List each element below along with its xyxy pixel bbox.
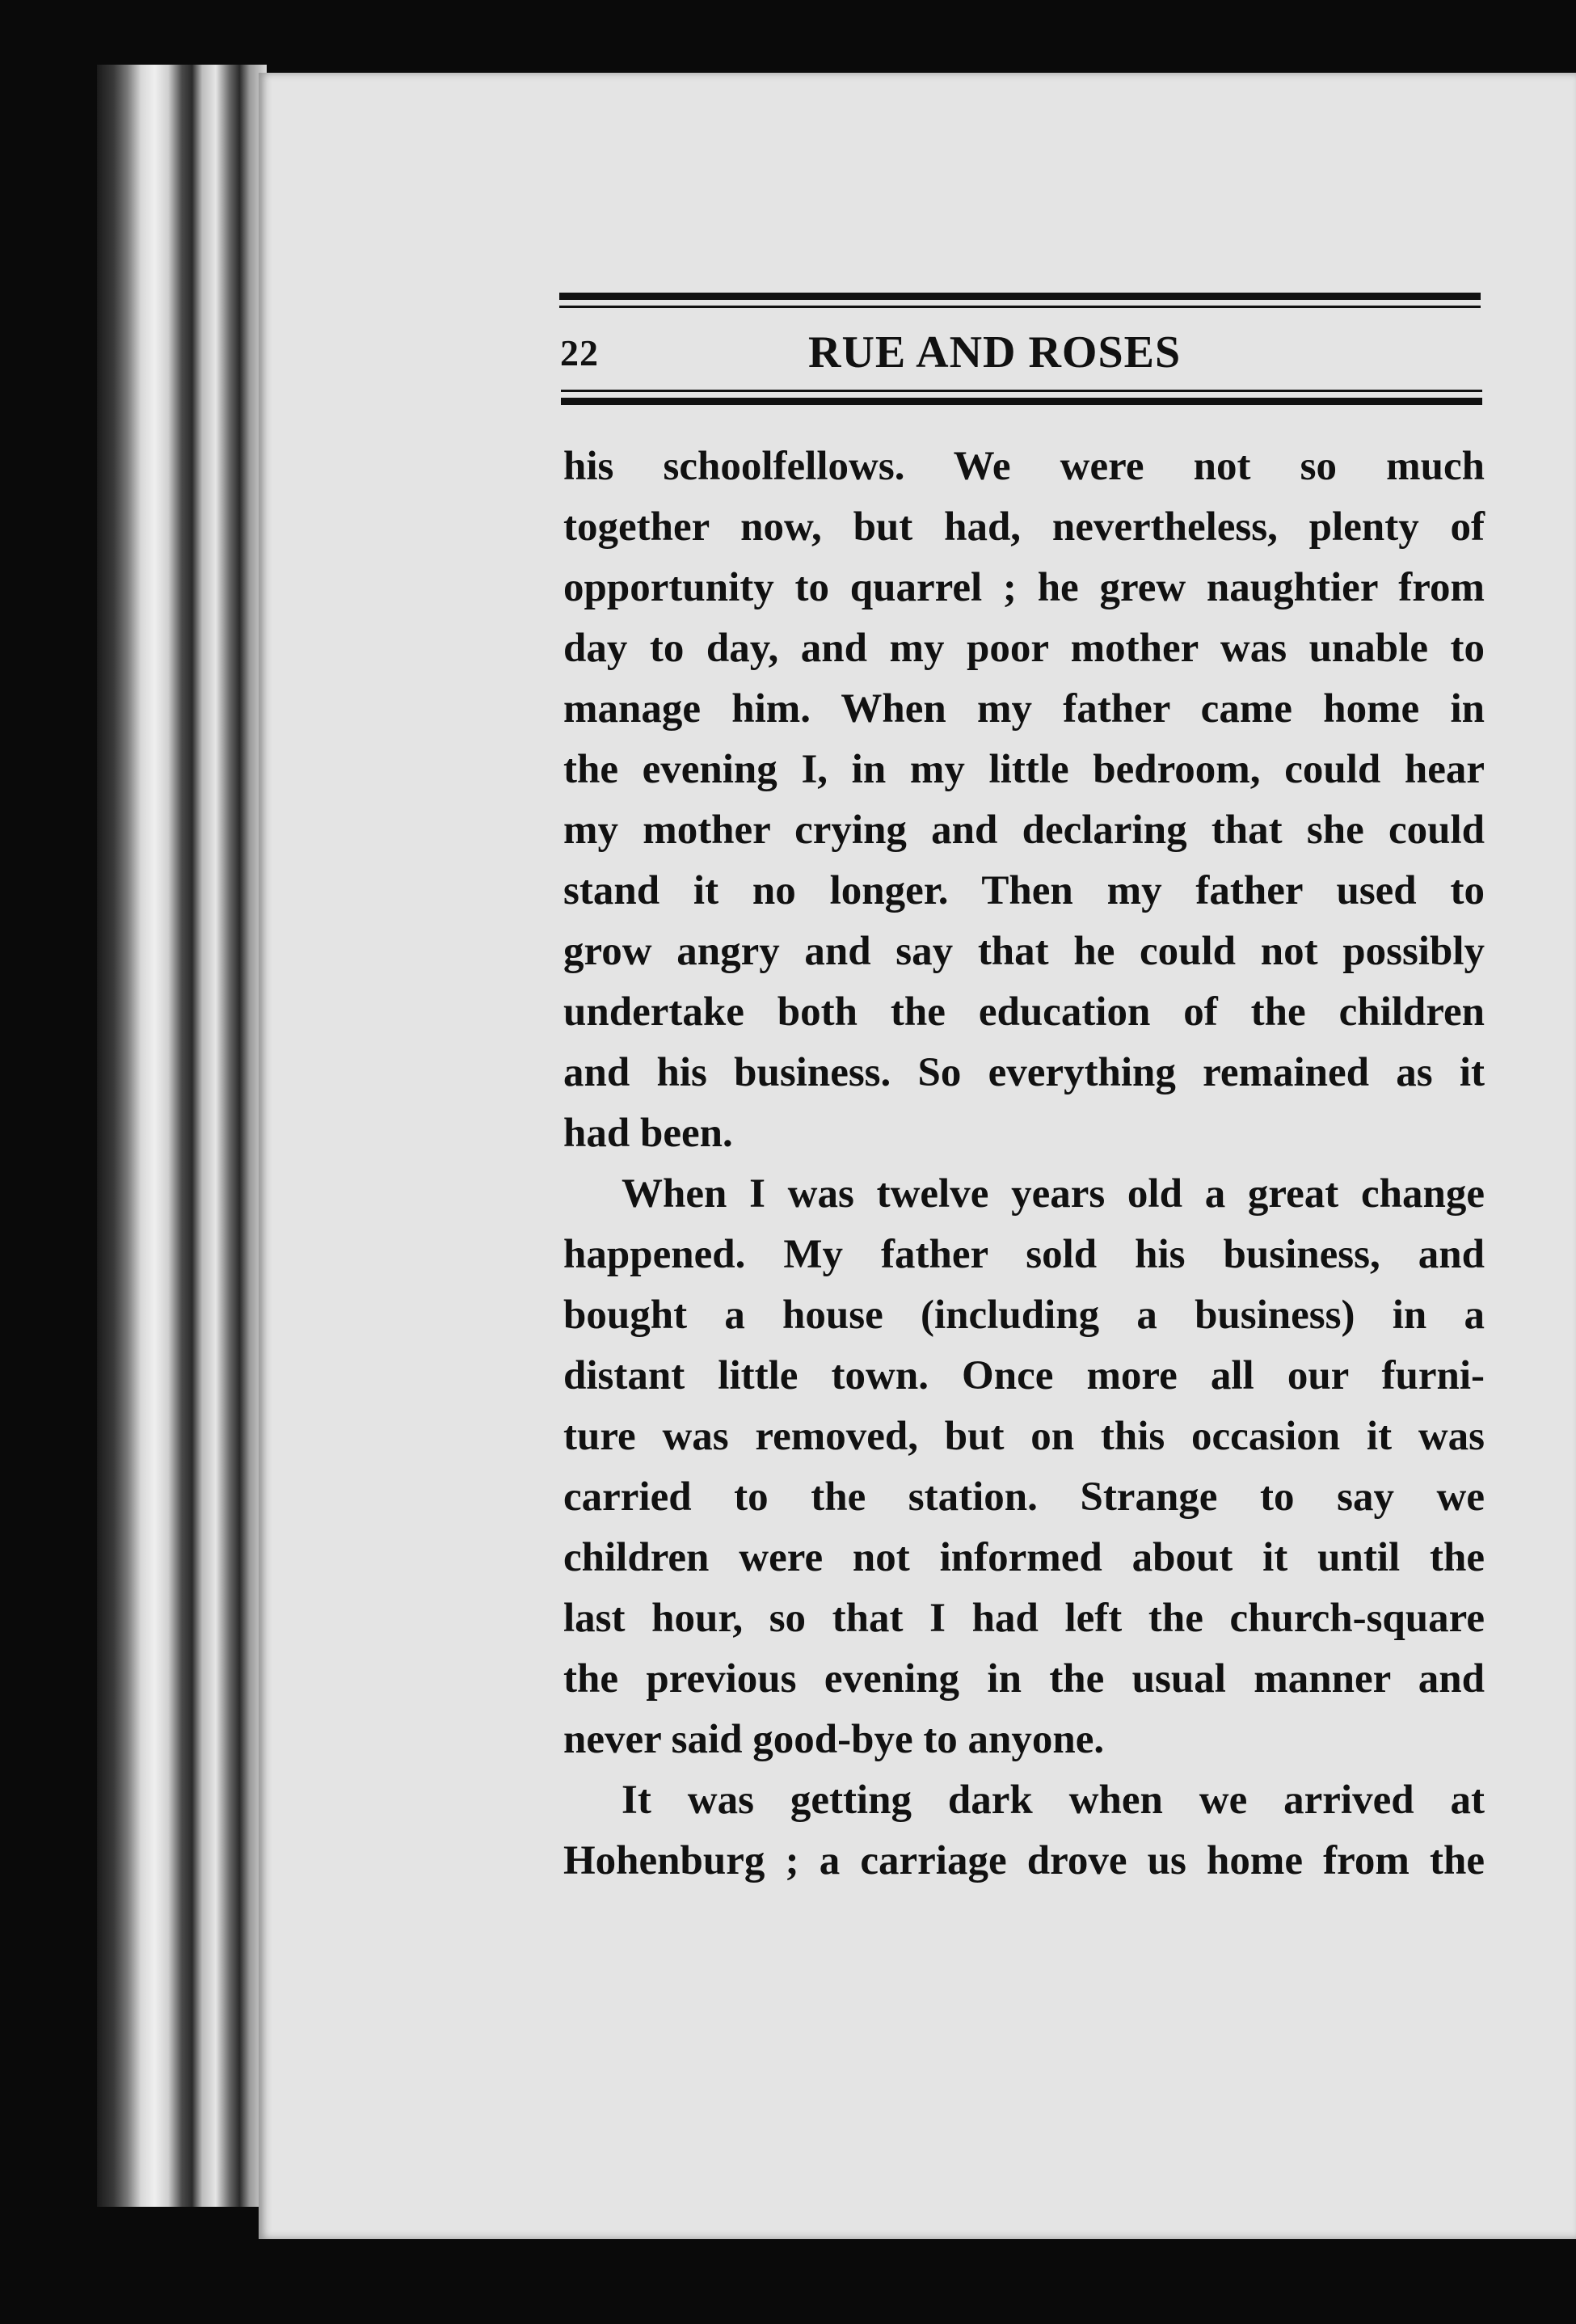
- text-line: his schoolfellows. We were not so much: [563, 444, 1485, 489]
- text-line: distant little town. Once more all our furni-: [563, 1353, 1485, 1398]
- text-line: Hohenburg ; a carriage drove us home from the: [563, 1838, 1485, 1883]
- text-line: manage him. When my father came home in: [563, 686, 1485, 732]
- text-line: happened. My father sold his business, and: [563, 1232, 1485, 1277]
- text-line: the evening I, in my little bedroom, could hear: [563, 747, 1485, 792]
- text-line: bought a house (including a business) in a: [563, 1293, 1485, 1338]
- book-spine-edge: [97, 65, 267, 2207]
- text-line: ture was removed, but on this occasion it was: [563, 1414, 1485, 1459]
- running-title: RUE AND ROSES: [808, 327, 1182, 377]
- text-line: together now, but had, nevertheless, plenty of: [563, 504, 1485, 550]
- text-line: grow angry and say that he could not possibly: [563, 929, 1485, 974]
- page-number: 22: [560, 332, 599, 373]
- text-line: day to day, and my poor mother was unable to: [563, 626, 1485, 671]
- text-line: opportunity to quarrel ; he grew naughtier from: [563, 565, 1485, 610]
- header-rule-top-thick: [559, 293, 1481, 300]
- text-line: the previous evening in the usual manner and: [563, 1656, 1485, 1702]
- header-rule-bottom-thick: [561, 398, 1482, 405]
- text-line: It was getting dark when we arrived at: [622, 1778, 1485, 1823]
- text-line: children were not informed about it until the: [563, 1535, 1485, 1580]
- text-line: stand it no longer. Then my father used to: [563, 868, 1485, 913]
- header-rule-top-thin: [559, 306, 1481, 308]
- text-line: had been.: [563, 1111, 733, 1156]
- text-line: carried to the station. Strange to say we: [563, 1474, 1485, 1520]
- text-line: undertake both the education of the children: [563, 989, 1485, 1035]
- text-line: When I was twelve years old a great change: [622, 1171, 1485, 1217]
- header-rule-bottom-thin: [561, 390, 1482, 392]
- text-line: last hour, so that I had left the church-square: [563, 1596, 1485, 1641]
- text-line: my mother crying and declaring that she could: [563, 808, 1485, 853]
- text-line: never said good-bye to anyone.: [563, 1717, 1105, 1762]
- text-line: and his business. So everything remained as it: [563, 1050, 1485, 1095]
- body-text: [563, 437, 1485, 1892]
